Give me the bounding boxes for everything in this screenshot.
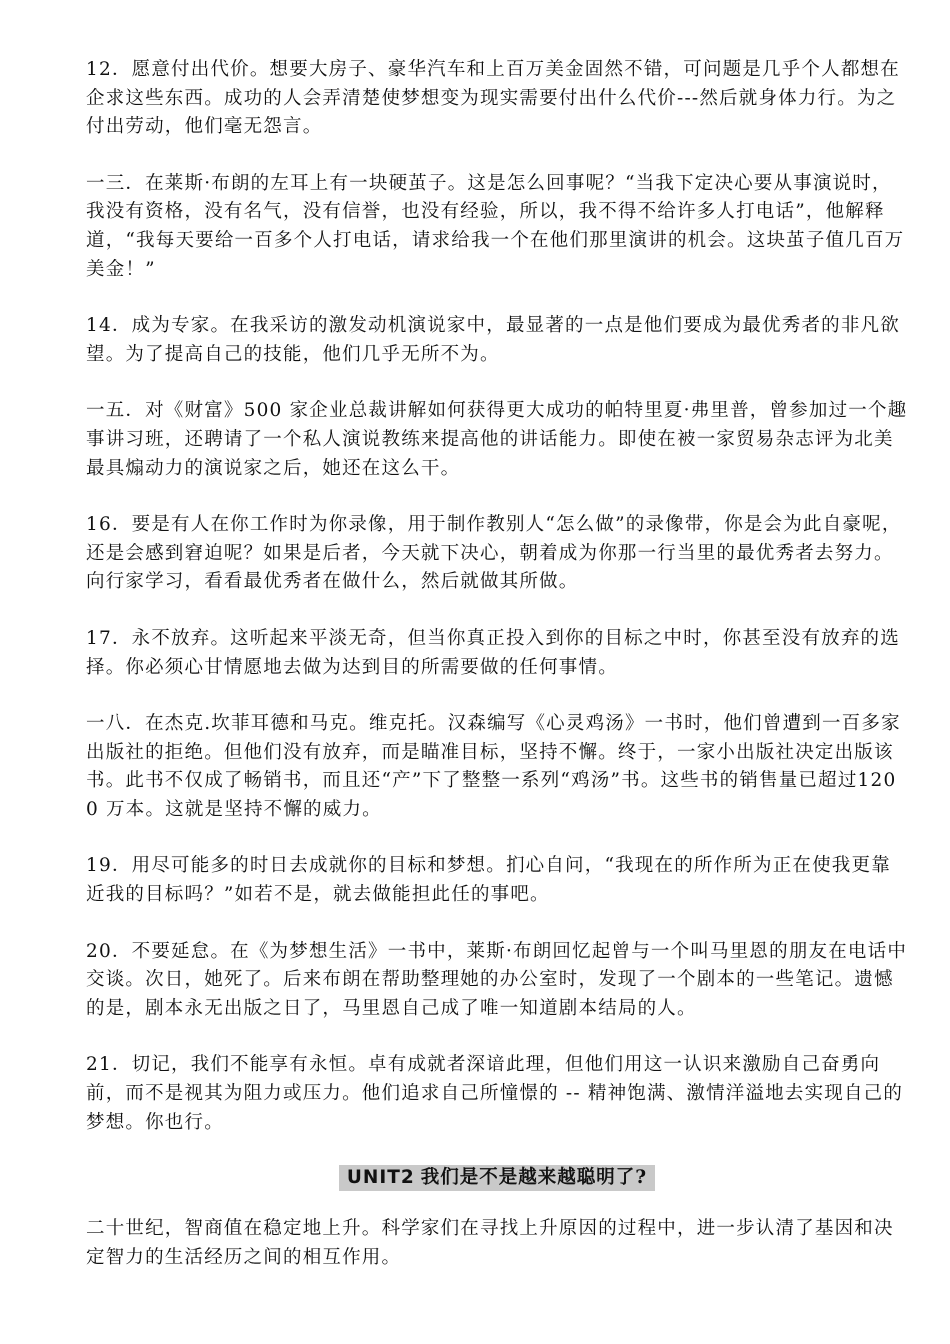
- paragraph-20: 20．不要延怠。在《为梦想生活》一书中，莱斯·布朗回忆起曾与一个叫马里恩的朋友在电话中交谈。次日，她死了。后来布朗在帮助整理她的办公室时，发现了一个剧本的一些笔记。遗憾的是，剧本永无出版之日了，马里恩自己成了唯一知道剧本结局的人。: [86, 940, 908, 1019]
- section-title: 我们是不是越来越聪明了?: [420, 1167, 648, 1189]
- paragraph-21: 21．切记，我们不能享有永恒。卓有成就者深谙此理，但他们用这一认识来激励自己奋勇向前，而不是视其为阻力或压力。他们追求自己所憧憬的 -- 精神饱满、激情洋溢地去实现自己的梦想。你也行。: [86, 1054, 904, 1133]
- paragraph-13: 一三．在莱斯·布朗的左耳上有一块硬茧子。这是怎么回事呢？“当我下定决心要从事演说时，我没有资格，没有名气，没有信誉，也没有经验，所以，我不得不给许多人打电话”，他解释道，“我每天要给一百多个人打电话，请求给我一个在他们那里演讲的机会。这块茧子值几百万美金！”: [86, 172, 905, 280]
- intro-paragraph: 二十世纪，智商值在稳定地上升。科学家们在寻找上升原因的过程中，进一步认清了基因和决定智力的生活经历之间的相互作用。: [86, 1218, 894, 1268]
- paragraph-15: 一五．对《财富》500 家企业总裁讲解如何获得更大成功的帕特里夏·弗里普，曾参加过一个趣事讲习班，还聘请了一个私人演说教练来提高他的讲话能力。即使在被一家贸易杂志评为北美最具煽动力的演说家之后，她还在这么干。: [86, 400, 908, 479]
- paragraph-17: 17．永不放弃。这听起来平淡无奇，但当你真正投入到你的目标之中时，你甚至没有放弃的选择。你必须心甘情愿地去做为达到目的所需要做的任何事情。: [86, 627, 900, 678]
- unit-label: UNIT2: [346, 1167, 415, 1189]
- paragraph-18: 一八．在杰克.坎菲耳德和马克。维克托。汉森编写《心灵鸡汤》一书时，他们曾遭到一百多家出版社的拒绝。但他们没有放弃，而是瞄准目标，坚持不懈。终于，一家小出版社决定出版该书。此书不仅成了畅销书，而且还“产”下了整整一系列“鸡汤”书。这些书的销售量已超过1200 万本。这就是坚持不懈的威力。: [86, 713, 901, 820]
- paragraph-12: 12．愿意付出代价。想要大房子、豪华汽车和上百万美金固然不错，可问题是几乎个人都想在企求这些东西。成功的人会弄清楚使梦想变为现实需要付出什么代价---然后就身体力行。为之付出劳动，他们毫无怨言。: [86, 59, 900, 138]
- section-heading-box: [339, 1165, 655, 1191]
- section-heading: [86, 1165, 908, 1191]
- paragraph-14: 14．成为专家。在我采访的激发动机演说家中，最显著的一点是他们要成为最优秀者的非凡欲望。为了提高自己的技能，他们几乎无所不为。: [86, 315, 900, 365]
- paragraph-16: 16．要是有人在你工作时为你录像，用于制作教别人“怎么做”的录像带，你是会为此自豪呢，还是会感到窘迫呢？如果是后者，今天就下决心，朝着成为你那一行当里的最优秀者去努力。向行家学习，看看最优秀者在做什么，然后就做其所做。: [86, 514, 902, 593]
- paragraph-19: 19．用尽可能多的时日去成就你的目标和梦想。扪心自问，“我现在的所作所为正在使我更靠近我的目标吗？”如若不是，就去做能担此任的事吧。: [86, 855, 891, 906]
- document-page: [86, 56, 908, 1300]
